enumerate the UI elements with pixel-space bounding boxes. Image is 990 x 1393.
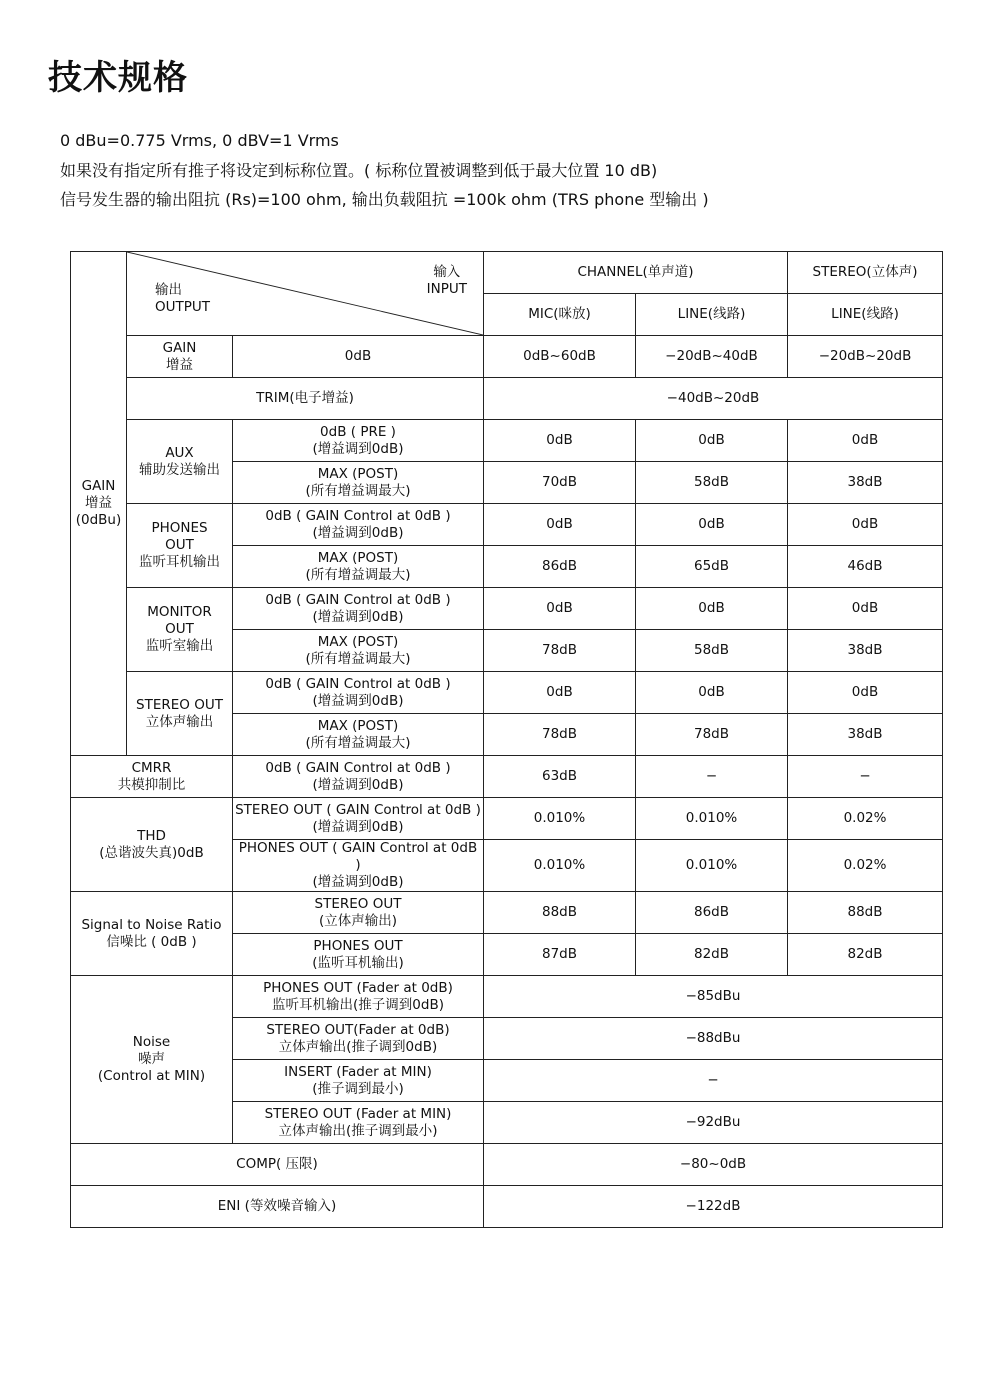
cell-line: 65dB — [636, 546, 788, 588]
cell-mic: 78dB — [484, 714, 636, 756]
row-condition: 0dB ( GAIN Control at 0dB ) (增益调到0dB) — [233, 588, 484, 630]
table-row — [71, 798, 943, 840]
cell-mic: 78dB — [484, 630, 636, 672]
header-channel: CHANNEL(单声道) — [484, 252, 788, 294]
row-condition: MAX (POST) (所有增益调最大) — [233, 714, 484, 756]
cell-mic: 70dB — [484, 462, 636, 504]
header-diagonal-cell — [127, 252, 484, 336]
row-condition: STEREO OUT (立体声输出) — [233, 892, 484, 934]
cell-mic: 86dB — [484, 546, 636, 588]
cell-line: 0.010% — [636, 798, 788, 840]
page-title: 技术规格 — [48, 58, 188, 98]
row-condition: INSERT (Fader at MIN) (推子调到最小) — [233, 1060, 484, 1102]
cell-stereo: 38dB — [788, 630, 943, 672]
cell-line: 0dB — [636, 504, 788, 546]
cell-mic: 63dB — [484, 756, 636, 798]
cell-line: − — [636, 756, 788, 798]
cell-stereo: 0dB — [788, 420, 943, 462]
cell-value: − — [484, 1060, 943, 1102]
cell-value: −122dB — [484, 1186, 943, 1228]
cell-stereo: 88dB — [788, 892, 943, 934]
cell-stereo: 0dB — [788, 588, 943, 630]
row-label: AUX 辅助发送输出 — [127, 420, 233, 504]
table-row — [71, 504, 943, 546]
cell-value: −88dBu — [484, 1018, 943, 1060]
cell-stereo: 0.02% — [788, 798, 943, 840]
row-condition: 0dB — [233, 336, 484, 378]
row-label: CMRR 共模抑制比 — [71, 756, 233, 798]
row-label: TRIM(电子增益) — [127, 378, 484, 420]
cell-line: 0dB — [636, 420, 788, 462]
table-row — [71, 588, 943, 630]
row-condition: STEREO OUT ( GAIN Control at 0dB ) (增益调到0dB) — [233, 798, 484, 840]
cell-line: 58dB — [636, 630, 788, 672]
table-row — [71, 1186, 943, 1228]
cell-line: 0.010% — [636, 840, 788, 892]
table-row — [71, 756, 943, 798]
row-label: THD (总谐波失真)0dB — [71, 798, 233, 892]
table-row — [71, 976, 943, 1018]
header-output-label: 输出 OUTPUT — [155, 282, 211, 315]
row-label: STEREO OUT 立体声输出 — [127, 672, 233, 756]
gain-group-label: GAIN 增益 (0dBu) — [71, 252, 127, 756]
cell-mic: 0dB — [484, 504, 636, 546]
note-line: 0 dBu=0.775 Vrms, 0 dBV=1 Vrms — [60, 131, 339, 150]
cell-mic: 87dB — [484, 934, 636, 976]
cell-stereo: 0dB — [788, 672, 943, 714]
cell-stereo: 0.02% — [788, 840, 943, 892]
note-line: 信号发生器的输出阻抗 (Rs)=100 ohm, 输出负载阻抗 =100k ohm (TRS phone 型输出 ) — [60, 190, 709, 209]
cell-stereo: 38dB — [788, 462, 943, 504]
row-condition: STEREO OUT (Fader at MIN) 立体声输出(推子调到最小) — [233, 1102, 484, 1144]
cell-stereo: − — [788, 756, 943, 798]
table-row — [71, 378, 943, 420]
cell-stereo: −20dB~20dB — [788, 336, 943, 378]
cell-mic: 0dB — [484, 420, 636, 462]
table-row — [71, 672, 943, 714]
row-condition: 0dB ( PRE ) (增益调到0dB) — [233, 420, 484, 462]
cell-line: 0dB — [636, 672, 788, 714]
header-input-label: 输入 INPUT — [426, 264, 467, 297]
table-row — [71, 336, 943, 378]
header-line-stereo: LINE(线路) — [788, 294, 943, 336]
cell-value: −80~0dB — [484, 1144, 943, 1186]
spec-table — [70, 251, 943, 1228]
table-row — [71, 1144, 943, 1186]
cell-value: −85dBu — [484, 976, 943, 1018]
cell-line: 0dB — [636, 588, 788, 630]
header-row — [71, 252, 943, 294]
row-label: Noise 噪声 (Control at MIN) — [71, 976, 233, 1144]
row-condition: 0dB ( GAIN Control at 0dB ) (增益调到0dB) — [233, 504, 484, 546]
cell-line: 86dB — [636, 892, 788, 934]
cell-mic: 88dB — [484, 892, 636, 934]
notes — [60, 126, 709, 215]
header-stereo: STEREO(立体声) — [788, 252, 943, 294]
cell-mic: 0dB~60dB — [484, 336, 636, 378]
row-condition: PHONES OUT (监听耳机输出) — [233, 934, 484, 976]
header-line-channel: LINE(线路) — [636, 294, 788, 336]
table-row — [71, 892, 943, 934]
row-label: ENI (等效噪音输入) — [71, 1186, 484, 1228]
row-condition: MAX (POST) (所有增益调最大) — [233, 630, 484, 672]
row-label: Signal to Noise Ratio 信噪比 ( 0dB ) — [71, 892, 233, 976]
row-label: GAIN 增益 — [127, 336, 233, 378]
cell-line: 78dB — [636, 714, 788, 756]
cell-stereo: 82dB — [788, 934, 943, 976]
cell-stereo: 0dB — [788, 504, 943, 546]
cell-mic: 0.010% — [484, 840, 636, 892]
row-condition: PHONES OUT (Fader at 0dB) 监听耳机输出(推子调到0dB) — [233, 976, 484, 1018]
cell-value: −92dBu — [484, 1102, 943, 1144]
note-line: 如果没有指定所有推子将设定到标称位置。( 标称位置被调整到低于最大位置 10 dB) — [60, 160, 658, 180]
row-condition: 0dB ( GAIN Control at 0dB ) (增益调到0dB) — [233, 756, 484, 798]
cell-stereo: 46dB — [788, 546, 943, 588]
row-label: MONITOR OUT 监听室输出 — [127, 588, 233, 672]
cell-line: 58dB — [636, 462, 788, 504]
cell-mic: 0.010% — [484, 798, 636, 840]
row-condition: MAX (POST) (所有增益调最大) — [233, 462, 484, 504]
cell-stereo: 38dB — [788, 714, 943, 756]
cell-line: 82dB — [636, 934, 788, 976]
cell-mic: 0dB — [484, 588, 636, 630]
row-label: PHONES OUT 监听耳机输出 — [127, 504, 233, 588]
cell-mic: 0dB — [484, 672, 636, 714]
row-condition: STEREO OUT(Fader at 0dB) 立体声输出(推子调到0dB) — [233, 1018, 484, 1060]
row-condition: 0dB ( GAIN Control at 0dB ) (增益调到0dB) — [233, 672, 484, 714]
row-condition: MAX (POST) (所有增益调最大) — [233, 546, 484, 588]
header-mic: MIC(咪放) — [484, 294, 636, 336]
cell-value: −40dB~20dB — [484, 378, 943, 420]
row-label: COMP( 压限) — [71, 1144, 484, 1186]
cell-line: −20dB~40dB — [636, 336, 788, 378]
table-row — [71, 420, 943, 462]
row-condition: PHONES OUT ( GAIN Control at 0dB ) (增益调到0dB) — [233, 840, 484, 892]
